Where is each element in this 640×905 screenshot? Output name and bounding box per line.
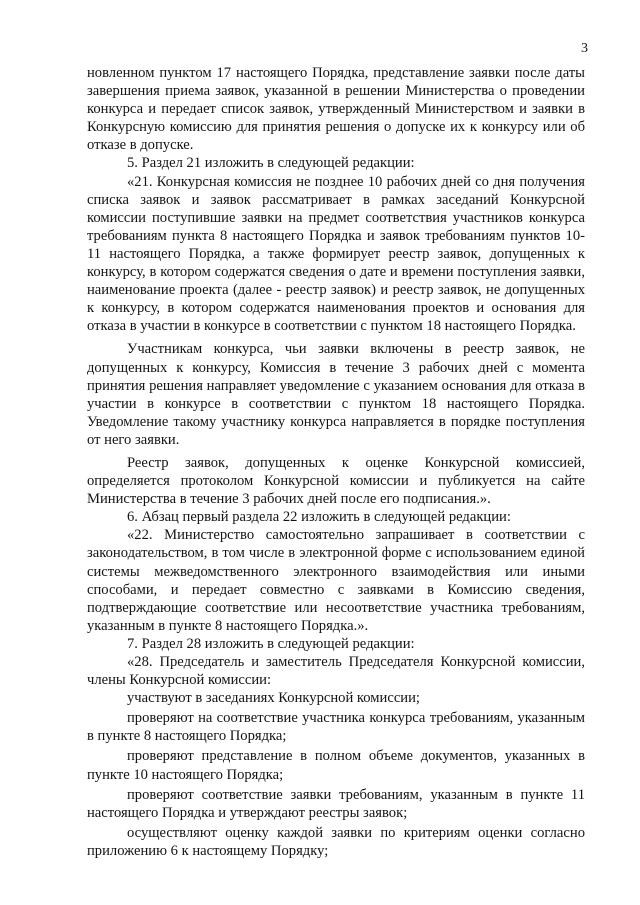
paragraph-notification: Участникам конкурса, чьи заявки включены в реестр заявок, не допущенных к конкурсу, Комиссия в течение 3 рабочих дней с момента принятия решения направляет уведомление с указанием основания для отказа в участии в конкурсе в соответствии с пунктом 18 настоящего Порядка. Уведомление такому участнику конкурса направляется в порядке поступления от него заявки. [87, 341, 585, 448]
paragraph-section-28: «28. Председатель и заместитель Председателя Конкурсной комиссии, члены Конкурсной комиссии: [87, 654, 585, 689]
page-number: 3 [581, 41, 588, 56]
paragraph-item-7-heading: 7. Раздел 28 изложить в следующей редакции: [127, 635, 415, 652]
paragraph-registry: Реестр заявок, допущенных к оценке Конкурсной комиссией, определяется протоколом Конкурсной комиссии и публикуется на сайте Министерства в течение 3 рабочих дней после его подписания.». [87, 454, 585, 508]
paragraph-section-22: «22. Министерство самостоятельно запрашивает в соответствии с законодательством, в том числе в электронной форме с использованием единой системы межведомственного электронного взаимодействия или иными способами, и передает совместно с заявками в Комиссию сведения, подтверждающие соответствие или несоответствие участника требованиям, указанным в пункте 8 настоящего Порядка.». [87, 527, 585, 634]
paragraph-duty-evaluate: осуществляют оценку каждой заявки по критериям оценки согласно приложению 6 к настоящему Порядку; [87, 824, 585, 859]
paragraph-duty-check-application: проверяют соответствие заявки требованиям, указанным в пункте 11 настоящего Порядка и утверждают реестры заявок; [87, 786, 585, 821]
paragraph-item-5-heading: 5. Раздел 21 изложить в следующей редакции: [127, 155, 415, 172]
paragraph-item-6-heading: 6. Абзац первый раздела 22 изложить в следующей редакции: [127, 509, 511, 526]
paragraph-duty-check-participant: проверяют на соответствие участника конкурса требованиям, указанным в пункте 8 настоящего Порядка; [87, 710, 585, 745]
document-body [87, 64, 585, 860]
paragraph-duty-check-documents: проверяют представление в полном объеме документов, указанных в пункте 10 настоящего Порядка; [87, 748, 585, 783]
paragraph-continuation: новленном пунктом 17 настоящего Порядка, представление заявки после даты завершения приема заявок, указанной в решении Министерства о проведении конкурса и передает список заявок, утвержденный Министерством и заявки в Конкурсную комиссию для принятия решения о допуске их к конкурсу или об отказе в допуске. [87, 65, 585, 154]
paragraph-section-21: «21. Конкурсная комиссия не позднее 10 рабочих дней со дня получения списка заявок и заявок рассматривает в рамках заседаний Конкурсной комиссии поступившие заявки на предмет соответствия участников конкурса требованиям пункта 8 настоящего Порядка и заявок требованиям пунктов 10-11 настоящего Порядка, а также формирует реестр заявок, допущенных к конкурсу, в котором содержатся сведения о дате и времени поступления заявки, наименование проекта (далее - реестр заявок) и реестр заявок, не допущенных к конкурсу, в котором содержатся наименования проектов и основания для отказа в участии в конкурсе в соответствии с пунктом 18 настоящего Порядка. [87, 173, 585, 335]
paragraph-duty-participate: участвуют в заседаниях Конкурсной комиссии; [127, 690, 420, 707]
